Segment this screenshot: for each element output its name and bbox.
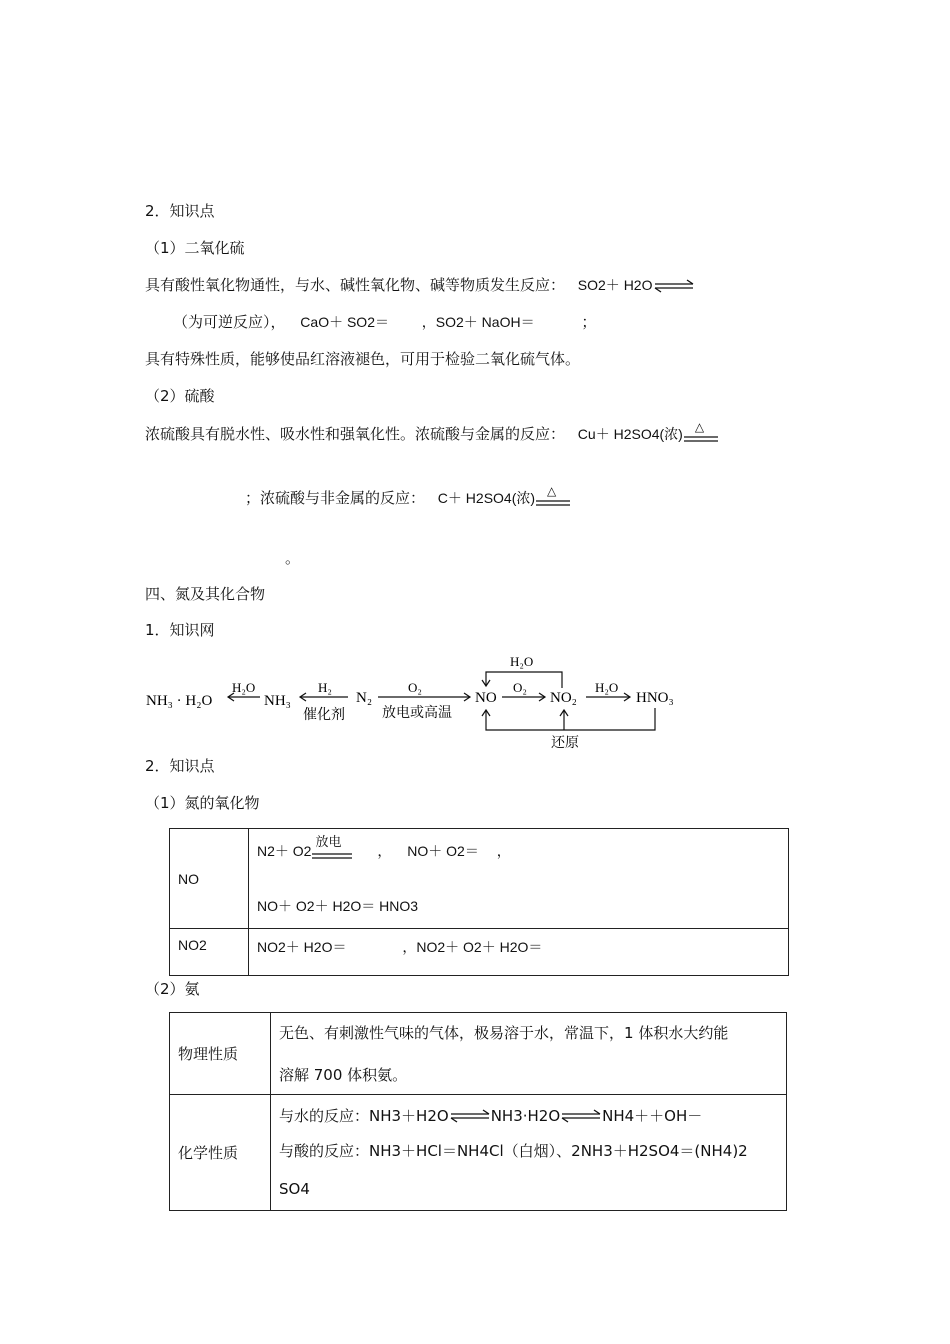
so2-line-1-text: 具有酸性氧化物通性，与水、碱性氧化物、碱等物质发生反应： — [145, 276, 566, 294]
delta-icon: △ — [547, 483, 557, 498]
comma: ， — [496, 842, 511, 859]
comma: ， — [377, 842, 392, 859]
cu-equation: Cu＋ H2SO4(浓) — [577, 426, 683, 442]
reversible-arrow-icon — [653, 279, 695, 293]
oxide-equations-no — [249, 829, 789, 929]
arrow-hno3-reduce-loop — [482, 708, 655, 730]
table-row — [170, 929, 789, 976]
delta-icon: △ — [694, 419, 705, 434]
node-hno3: HNO₃ — [636, 690, 674, 706]
so2-line-1 — [145, 275, 695, 295]
cao-equation: CaO＋ SO2＝ — [300, 314, 389, 330]
h2so4-line-2-text: ；浓硫酸与非金属的反应： — [245, 489, 426, 507]
period: 。 — [285, 549, 301, 567]
ammonia-table — [169, 1012, 787, 1211]
physical-properties-text — [271, 1013, 787, 1095]
naoh-equation: ，SO2＋ NaOH＝ — [421, 314, 535, 330]
n2-o2-equation: N2＋ O2 — [257, 842, 312, 859]
label-catalyst: 催化剂 — [303, 707, 345, 723]
node-no: NO — [475, 690, 497, 706]
subheading-nitrogen-oxides: （1）氮的氧化物 — [145, 794, 260, 812]
table-row — [170, 1095, 787, 1211]
so2-line-3: 具有特殊性质，能够使品红溶液褪色，可用于检验二氧化硫气体。 — [145, 350, 581, 368]
label-h2o-right: H₂O — [595, 680, 619, 695]
physical-line-2: 溶解 700 体积氨。 — [279, 1065, 408, 1084]
c-equation: C＋ H2SO4(浓) — [437, 490, 536, 506]
physical-line-1: 无色、有刺激性气味的气体，极易溶于水，常温下，1 体积水大约能 — [279, 1023, 729, 1042]
chemical-line-3: SO4 — [279, 1179, 310, 1198]
so2-line-2 — [145, 312, 596, 332]
no-o2-equation: NO＋ O2＝ — [407, 842, 479, 859]
table-row — [170, 1013, 787, 1095]
oxide-equations-no2 — [249, 929, 789, 976]
reversible-arrow-icon — [560, 1109, 602, 1123]
subheading-knowledge-points: 2．知识点 — [145, 757, 215, 775]
node-n2: N₂ — [356, 690, 373, 706]
subheading-so2: （1）二氧化硫 — [145, 239, 245, 257]
table-row — [170, 829, 789, 929]
no-equation-line-1 — [257, 835, 780, 862]
heat-arrow — [683, 419, 719, 445]
subheading-h2so4: （2）硫酸 — [145, 387, 215, 405]
reversible-note: （为可逆反应）， — [173, 313, 286, 331]
label-discharge: 放电或高温 — [382, 705, 452, 721]
arrow-n2-to-no — [378, 693, 470, 701]
heat-arrow — [535, 483, 571, 509]
so2-h2o-equation: SO2＋ H2O — [577, 277, 653, 293]
discharge-arrow — [311, 835, 353, 862]
chemical-line-1 — [279, 1106, 778, 1126]
node-nh3: NH₃ — [264, 693, 291, 709]
label-reduce: 还原 — [551, 735, 579, 751]
no2-o2-h2o-equation: ，NO2＋ O2＋ H2O＝ — [402, 939, 543, 955]
oxide-name-no2: NO2 — [170, 929, 249, 976]
section-heading-nitrogen: 四、氮及其化合物 — [145, 585, 266, 603]
node-no2: NO₂ — [550, 690, 577, 706]
discharge-condition: 放电 — [315, 835, 342, 851]
h2so4-line-2 — [245, 483, 571, 509]
node-nh3-h2o: NH₃ · H₂O — [146, 693, 213, 709]
h2so4-line-1 — [145, 419, 719, 445]
no2-h2o-equation: NO2＋ H2O＝ — [257, 939, 347, 955]
no-equation-line-2: NO＋ O2＋ H2O＝ HNO3 — [257, 898, 419, 915]
physical-properties-label: 物理性质 — [170, 1013, 271, 1095]
subheading-knowledge-net: 1．知识网 — [145, 621, 215, 639]
label-h2o-top: H₂O — [510, 654, 534, 669]
label-h2: H₂ — [318, 680, 332, 695]
subheading-ammonia: （2）氨 — [145, 980, 200, 998]
label-o2-a: O₂ — [408, 680, 422, 695]
water-reaction-a: 与水的反应：NH3＋H2O — [279, 1106, 449, 1125]
label-h2o-left: H₂O — [232, 680, 256, 695]
semicolon: ； — [581, 313, 597, 331]
water-reaction-c: NH4＋＋OH－ — [602, 1106, 703, 1125]
chemical-line-2: 与酸的反应：NH3＋HCl＝NH4Cl（白烟）、2NH3＋H2SO4＝(NH4)2 — [279, 1141, 748, 1160]
nitrogen-oxides-table — [169, 828, 789, 976]
chemical-properties-label: 化学性质 — [170, 1095, 271, 1211]
h2so4-line-1-text: 浓硫酸具有脱水性、吸水性和强氧化性。浓硫酸与金属的反应： — [145, 425, 566, 443]
label-o2-b: O₂ — [513, 680, 527, 695]
reversible-arrow-icon — [449, 1109, 491, 1123]
oxide-name-no: NO — [170, 829, 249, 929]
water-reaction-b: NH3·H2O — [490, 1106, 561, 1125]
nitrogen-knowledge-diagram — [140, 650, 700, 755]
section-heading-knowledge: 2．知识点 — [145, 202, 215, 220]
chemical-properties-text — [271, 1095, 787, 1211]
